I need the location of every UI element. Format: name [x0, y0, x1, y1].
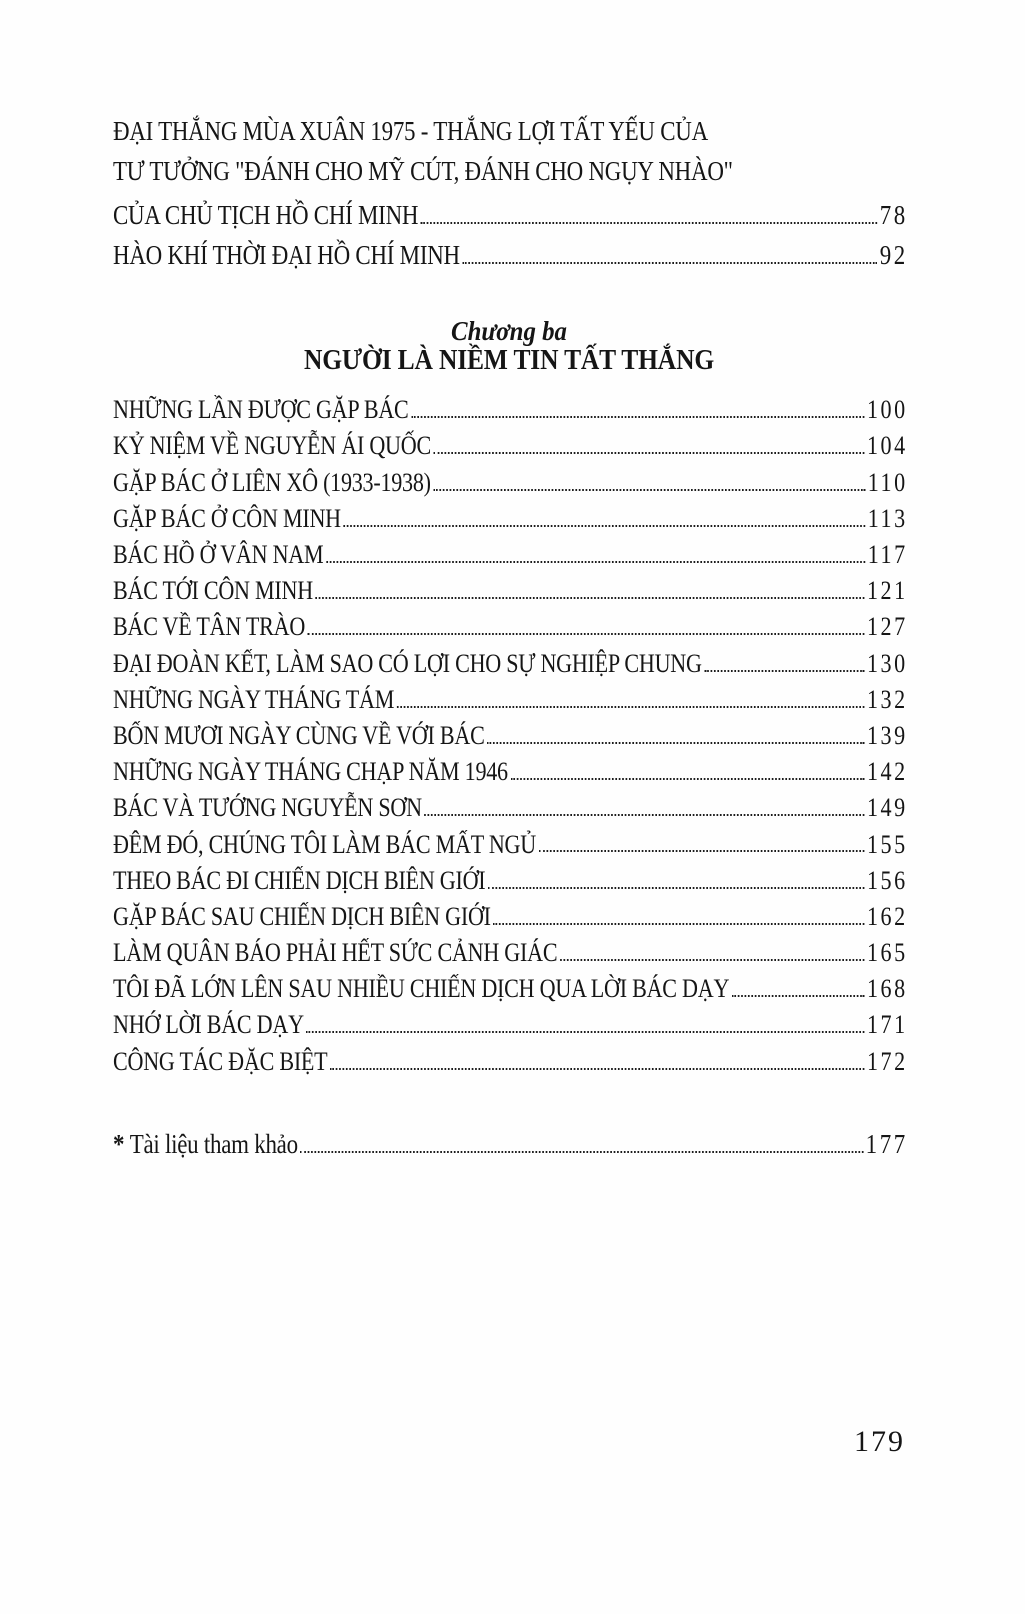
dot-leader — [510, 778, 864, 780]
toc-entry-title: BÁC HỒ Ở VÂN NAM — [113, 540, 324, 570]
footnote-title-text: Tài liệu tham khảo — [129, 1128, 298, 1159]
dot-leader — [306, 1031, 864, 1033]
dot-leader — [732, 995, 865, 997]
toc-entry-title: NHỮNG NGÀY THÁNG CHẠP NĂM 1946 — [113, 757, 508, 787]
toc-entry-page: 104 — [866, 431, 908, 461]
toc-entry-row — [113, 191, 908, 231]
toc-entry-row — [113, 751, 908, 787]
dot-leader — [424, 814, 864, 816]
toc-entry-page: 149 — [866, 793, 908, 823]
toc-entry-page: 78 — [879, 199, 908, 230]
toc-entry-page: 171 — [866, 1010, 908, 1040]
toc-entry-page: 110 — [867, 467, 908, 497]
dot-leader — [315, 597, 864, 599]
toc-entry-row — [113, 642, 908, 678]
dot-leader — [539, 850, 865, 852]
toc-entry-title: TÔI ĐÃ LỚN LÊN SAU NHIỀU CHIẾN DỊCH QUA LỜI BÁC DẠY — [113, 974, 730, 1004]
toc-entry-row — [113, 968, 908, 1004]
dot-leader — [488, 887, 864, 889]
toc-entry-title: NHỮNG LẦN ĐƯỢC GẶP BÁC — [113, 395, 409, 425]
toc-entry-page: 121 — [866, 576, 908, 606]
top-section — [113, 111, 908, 271]
toc-entry-row — [113, 679, 908, 715]
toc-entry-row — [113, 932, 908, 968]
page-number: 179 — [854, 1425, 905, 1458]
toc-entry-row — [113, 823, 908, 859]
toc-entry-title: BÁC TỚI CÔN MINH — [113, 576, 313, 606]
toc-entry-row — [113, 534, 908, 570]
toc-entry-page: 130 — [866, 648, 908, 678]
chapter-title — [113, 345, 905, 375]
toc-entry-title: BÁC VÀ TƯỚNG NGUYỄN SƠN — [113, 793, 422, 823]
toc-entry-title: HÀO KHÍ THỜI ĐẠI HỒ CHÍ MINH — [113, 239, 460, 270]
toc-entry-page: 113 — [867, 503, 908, 533]
toc-entry-title: BỐN MƯƠI NGÀY CÙNG VỀ VỚI BÁC — [113, 720, 485, 750]
dot-leader — [411, 416, 864, 418]
dot-leader — [487, 742, 864, 744]
toc-entry-title: THEO BÁC ĐI CHIẾN DỊCH BIÊN GIỚI — [113, 865, 486, 895]
toc-entry-page: 132 — [866, 684, 908, 714]
toc-entry-title: GẶP BÁC Ở CÔN MINH — [113, 503, 341, 533]
dot-leader — [397, 706, 865, 708]
toc-entry-page: 165 — [866, 938, 908, 968]
toc-entry-title: KỶ NIỆM VỀ NGUYỄN ÁI QUỐC — [113, 431, 431, 461]
toc-entry-page: 142 — [866, 757, 908, 787]
dot-leader — [433, 489, 865, 491]
dot-leader — [704, 670, 864, 672]
toc-entry-title: ĐÊM ĐÓ, CHÚNG TÔI LÀM BÁC MẤT NGỦ — [113, 829, 536, 859]
footnote-row — [113, 1128, 908, 1160]
dot-leader — [493, 923, 864, 925]
toc-entry-title: ĐẠI ĐOÀN KẾT, LÀM SAO CÓ LỢI CHO SỰ NGHIỆP CHUNG — [113, 648, 702, 678]
dot-leader — [308, 633, 865, 635]
toc-entry-title: NHỮNG NGÀY THÁNG TÁM — [113, 684, 395, 714]
footnote-page: 177 — [865, 1128, 908, 1159]
toc-entry-row — [113, 606, 908, 642]
toc-entry-page: 100 — [866, 395, 908, 425]
chapter-title-text: NGƯỜI LÀ NIỀM TIN TẤT THẮNG — [303, 344, 715, 376]
toc-entry-title: GẶP BÁC SAU CHIẾN DỊCH BIÊN GIỚI — [113, 901, 491, 931]
dot-leader — [300, 1151, 863, 1153]
toc-entry-row — [113, 715, 908, 751]
toc-entry-row — [113, 896, 908, 932]
toc-entry-page: 155 — [866, 829, 908, 859]
dot-leader — [462, 262, 877, 264]
toc-content — [113, 111, 908, 1160]
asterisk-marker: * — [113, 1128, 125, 1159]
toc-entry-page: 162 — [866, 901, 908, 931]
dot-leader — [560, 959, 865, 961]
dot-leader — [330, 1068, 864, 1070]
toc-entry-page: 92 — [879, 239, 908, 270]
toc-entry-title: BÁC VỀ TÂN TRÀO — [113, 612, 306, 642]
toc-entry-title: CỦA CHỦ TỊCH HỒ CHÍ MINH — [113, 199, 419, 230]
toc-entry-title-line: TƯ TƯỞNG "ĐÁNH CHO MỸ CÚT, ĐÁNH CHO NGỤY NHÀO" — [113, 156, 733, 186]
toc-entry-row — [113, 1004, 908, 1040]
toc-entry-title: NHỚ LỜI BÁC DẠY — [113, 1010, 304, 1040]
toc-entry-title: LÀM QUÂN BÁO PHẢI HẾT SỨC CẢNH GIÁC — [113, 938, 558, 968]
toc-entry-page: 117 — [867, 540, 908, 570]
toc-entry-page: 139 — [866, 720, 908, 750]
toc-entry-row — [113, 498, 908, 534]
toc-entry-row — [113, 231, 908, 271]
toc-entry-page: 127 — [866, 612, 908, 642]
toc-entry-row — [113, 859, 908, 895]
toc-entry-row — [113, 1040, 908, 1076]
toc-entry-row — [113, 570, 908, 606]
chapter-heading — [113, 317, 905, 375]
footnote-section — [113, 1128, 908, 1160]
toc-entry-row — [113, 425, 908, 461]
toc-entry-title-line: ĐẠI THẮNG MÙA XUÂN 1975 - THẮNG LỢI TẤT YẾU CỦA — [113, 116, 708, 146]
dot-leader — [343, 525, 865, 527]
chapter-label: Chương ba — [451, 316, 567, 346]
footnote-title — [113, 1129, 298, 1160]
toc-entry-row — [113, 461, 908, 497]
dot-leader — [326, 561, 865, 563]
toc-entry-title: GẶP BÁC Ở LIÊN XÔ (1933-1938) — [113, 467, 431, 497]
toc-list — [113, 389, 908, 1077]
dot-leader — [421, 222, 877, 224]
toc-entry-row — [113, 787, 908, 823]
toc-entry-row — [113, 389, 908, 425]
toc-entry-page: 172 — [866, 1046, 908, 1076]
toc-entry-title: CÔNG TÁC ĐẶC BIỆT — [113, 1046, 328, 1076]
toc-entry-page: 156 — [866, 865, 908, 895]
toc-entry-page: 168 — [866, 974, 908, 1004]
dot-leader — [433, 452, 864, 454]
